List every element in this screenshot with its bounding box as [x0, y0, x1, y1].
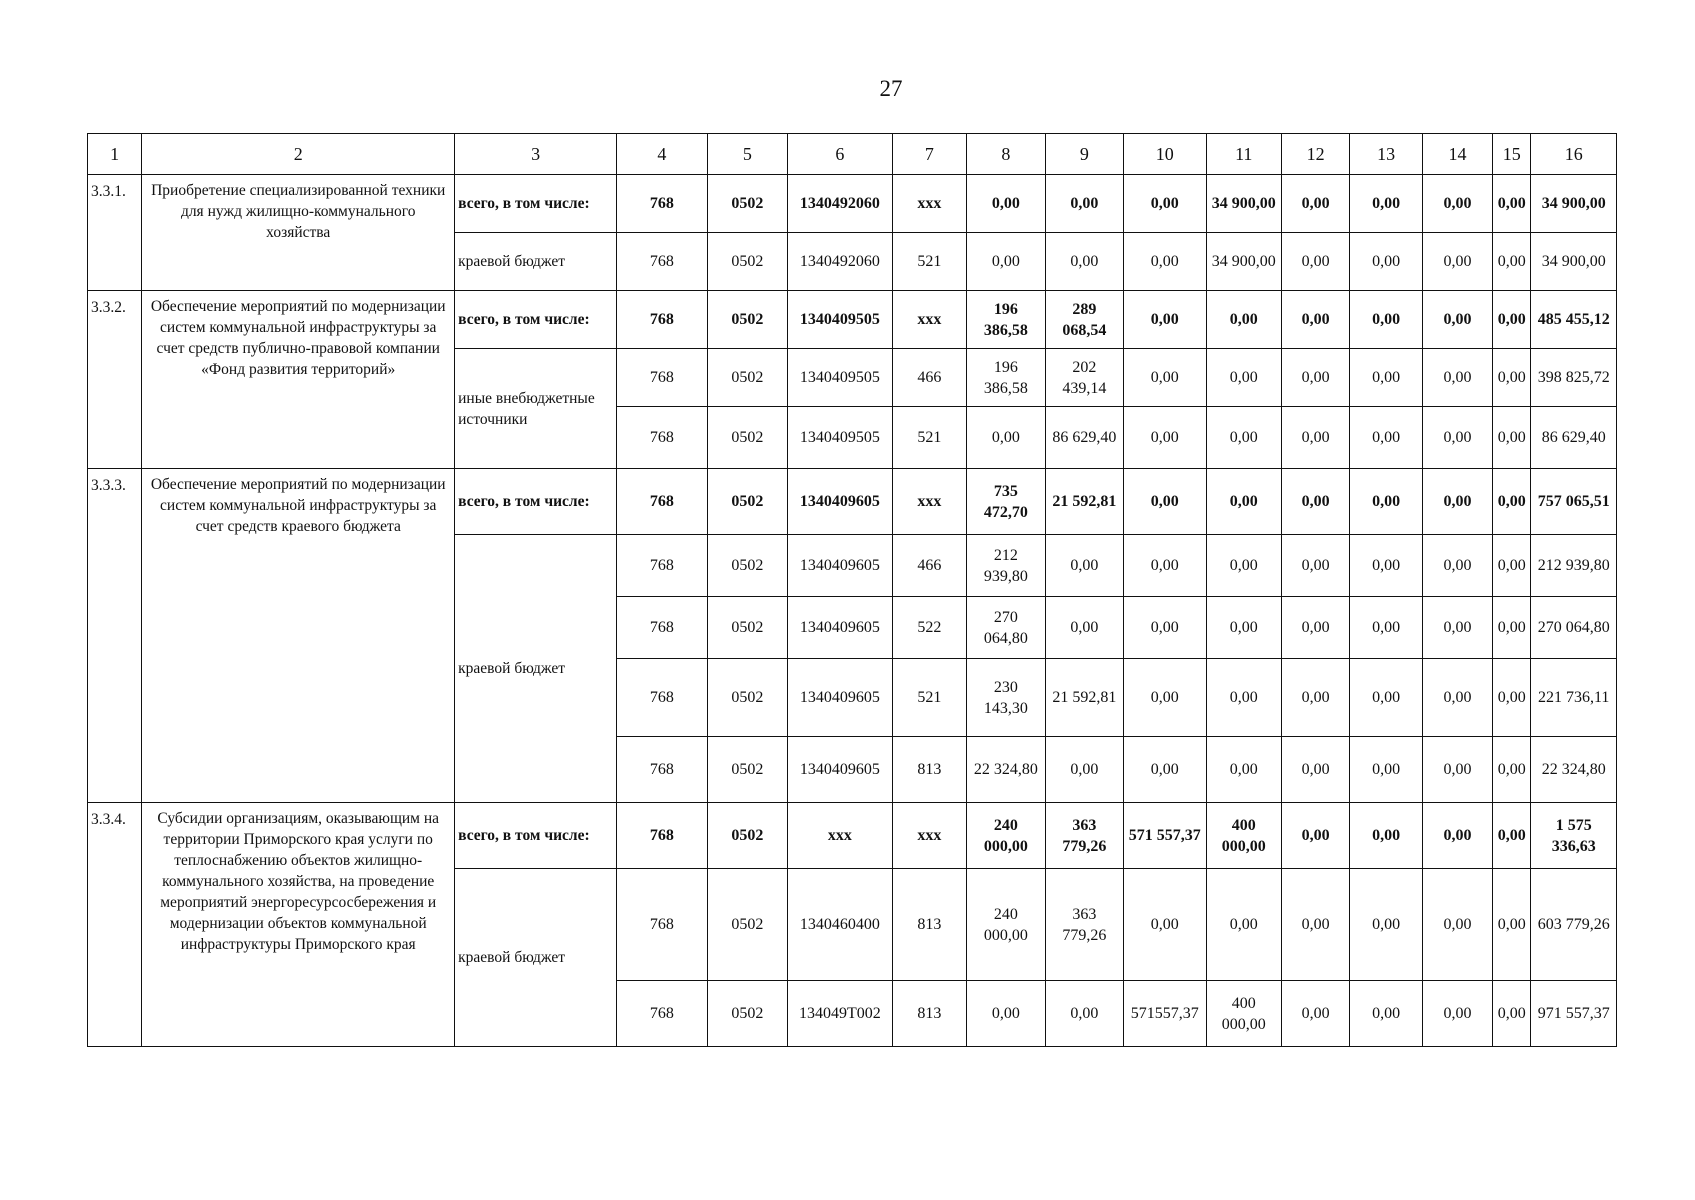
- value-cell: 0,00: [1493, 175, 1531, 233]
- funding-source: краевой бюджет: [455, 535, 617, 803]
- value-cell: 0502: [707, 737, 787, 803]
- value-cell: 0,00: [1206, 469, 1281, 535]
- value-cell: 0,00: [1281, 349, 1349, 407]
- value-cell: 1340492060: [788, 233, 893, 291]
- value-cell: 768: [617, 469, 708, 535]
- value-cell: 0502: [707, 981, 787, 1047]
- value-cell: 0,00: [1493, 349, 1531, 407]
- value-cell: 0,00: [1422, 233, 1492, 291]
- value-cell: 0,00: [1493, 469, 1531, 535]
- table-row: [88, 469, 1617, 535]
- value-cell: 0,00: [1206, 597, 1281, 659]
- value-cell: 0,00: [1281, 597, 1349, 659]
- funding-source: краевой бюджет: [455, 869, 617, 1047]
- value-cell: 0,00: [1206, 869, 1281, 981]
- value-cell: 0,00: [1281, 981, 1349, 1047]
- value-cell: 0,00: [1206, 659, 1281, 737]
- value-cell: 240 000,00: [967, 869, 1045, 981]
- value-cell: 571557,37: [1124, 981, 1206, 1047]
- value-cell: 0,00: [1281, 869, 1349, 981]
- value-cell: 0,00: [967, 233, 1045, 291]
- value-cell: 1340460400: [788, 869, 893, 981]
- value-cell: 0,00: [1124, 597, 1206, 659]
- value-cell: 0,00: [1281, 469, 1349, 535]
- value-cell: 0,00: [1493, 291, 1531, 349]
- column-header: 11: [1206, 134, 1281, 175]
- value-cell: 0,00: [1422, 869, 1492, 981]
- value-cell: 0,00: [1493, 869, 1531, 981]
- value-cell: 0,00: [1493, 737, 1531, 803]
- value-cell: 0,00: [1281, 535, 1349, 597]
- value-cell: 0,00: [1350, 291, 1422, 349]
- value-cell: 0,00: [1422, 803, 1492, 869]
- value-cell: 1340409605: [788, 659, 893, 737]
- value-cell: 521: [892, 233, 966, 291]
- value-cell: xxx: [892, 469, 966, 535]
- funding-source: всего, в том числе:: [455, 175, 617, 233]
- value-cell: 0,00: [1045, 233, 1123, 291]
- value-cell: 0,00: [1281, 803, 1349, 869]
- value-cell: 0,00: [1493, 659, 1531, 737]
- value-cell: 0,00: [1350, 233, 1422, 291]
- value-cell: 768: [617, 233, 708, 291]
- value-cell: 521: [892, 407, 966, 469]
- value-cell: 0502: [707, 175, 787, 233]
- value-cell: 768: [617, 535, 708, 597]
- value-cell: 0,00: [1350, 349, 1422, 407]
- value-cell: 0,00: [1493, 597, 1531, 659]
- value-cell: 400 000,00: [1206, 981, 1281, 1047]
- value-cell: 0,00: [1350, 597, 1422, 659]
- value-cell: 0,00: [1124, 469, 1206, 535]
- column-header-row: [88, 134, 1617, 175]
- column-header: 16: [1531, 134, 1617, 175]
- value-cell: 0,00: [1045, 535, 1123, 597]
- value-cell: 466: [892, 535, 966, 597]
- value-cell: 0,00: [1422, 291, 1492, 349]
- value-cell: 86 629,40: [1531, 407, 1617, 469]
- value-cell: 0,00: [1350, 175, 1422, 233]
- value-cell: 0,00: [1281, 233, 1349, 291]
- value-cell: 0,00: [967, 981, 1045, 1047]
- value-cell: 0,00: [1124, 291, 1206, 349]
- value-cell: 1340492060: [788, 175, 893, 233]
- value-cell: 768: [617, 175, 708, 233]
- value-cell: xxx: [892, 291, 966, 349]
- value-cell: 0,00: [967, 175, 1045, 233]
- value-cell: 202 439,14: [1045, 349, 1123, 407]
- value-cell: 0,00: [1422, 469, 1492, 535]
- value-cell: 757 065,51: [1531, 469, 1617, 535]
- value-cell: 0,00: [1350, 981, 1422, 1047]
- value-cell: 0,00: [1206, 349, 1281, 407]
- value-cell: 0,00: [1281, 291, 1349, 349]
- value-cell: 134049T002: [788, 981, 893, 1047]
- value-cell: 0,00: [967, 407, 1045, 469]
- value-cell: 0,00: [1124, 535, 1206, 597]
- funding-source: краевой бюджет: [455, 233, 617, 291]
- value-cell: 1340409505: [788, 407, 893, 469]
- column-header: 13: [1350, 134, 1422, 175]
- value-cell: 34 900,00: [1531, 175, 1617, 233]
- value-cell: 485 455,12: [1531, 291, 1617, 349]
- section-code: 3.3.3.: [88, 469, 142, 803]
- value-cell: 0,00: [1281, 175, 1349, 233]
- value-cell: 0502: [707, 349, 787, 407]
- section-name: Обеспечение мероприятий по модернизации систем коммунальной инфраструктуры за счет средств публично-правовой компании «Фонд развития территорий»: [142, 291, 455, 469]
- value-cell: 0,00: [1493, 233, 1531, 291]
- value-cell: 971 557,37: [1531, 981, 1617, 1047]
- value-cell: 0502: [707, 469, 787, 535]
- value-cell: 522: [892, 597, 966, 659]
- value-cell: 0,00: [1045, 737, 1123, 803]
- value-cell: 768: [617, 869, 708, 981]
- value-cell: 0,00: [1422, 349, 1492, 407]
- value-cell: 196 386,58: [967, 349, 1045, 407]
- value-cell: 0,00: [1045, 981, 1123, 1047]
- value-cell: 0,00: [1350, 407, 1422, 469]
- value-cell: 0,00: [1124, 869, 1206, 981]
- value-cell: 0,00: [1350, 737, 1422, 803]
- value-cell: 0,00: [1422, 659, 1492, 737]
- value-cell: 0,00: [1493, 803, 1531, 869]
- value-cell: 34 900,00: [1206, 175, 1281, 233]
- value-cell: 813: [892, 981, 966, 1047]
- value-cell: 22 324,80: [967, 737, 1045, 803]
- funding-source: всего, в том числе:: [455, 803, 617, 869]
- value-cell: 0,00: [1350, 803, 1422, 869]
- value-cell: 0,00: [1281, 407, 1349, 469]
- section-code: 3.3.4.: [88, 803, 142, 1047]
- value-cell: 735 472,70: [967, 469, 1045, 535]
- table-row: [88, 175, 1617, 233]
- value-cell: 1 575 336,63: [1531, 803, 1617, 869]
- value-cell: 768: [617, 407, 708, 469]
- value-cell: 0502: [707, 233, 787, 291]
- value-cell: 363 779,26: [1045, 803, 1123, 869]
- value-cell: 813: [892, 737, 966, 803]
- value-cell: 1340409605: [788, 469, 893, 535]
- value-cell: 0,00: [1493, 407, 1531, 469]
- value-cell: 289 068,54: [1045, 291, 1123, 349]
- funding-source: иные внебюджетные источники: [455, 349, 617, 469]
- value-cell: 0,00: [1124, 737, 1206, 803]
- value-cell: 603 779,26: [1531, 869, 1617, 981]
- value-cell: 0502: [707, 291, 787, 349]
- value-cell: 34 900,00: [1531, 233, 1617, 291]
- column-header: 15: [1493, 134, 1531, 175]
- column-header: 8: [967, 134, 1045, 175]
- column-header: 10: [1124, 134, 1206, 175]
- value-cell: 1340409605: [788, 737, 893, 803]
- value-cell: 571 557,37: [1124, 803, 1206, 869]
- funding-source: всего, в том числе:: [455, 469, 617, 535]
- value-cell: 0,00: [1422, 981, 1492, 1047]
- column-header: 14: [1422, 134, 1492, 175]
- value-cell: 1340409605: [788, 535, 893, 597]
- value-cell: 0,00: [1124, 659, 1206, 737]
- value-cell: 0,00: [1350, 869, 1422, 981]
- value-cell: 0,00: [1124, 407, 1206, 469]
- table-row: [88, 803, 1617, 869]
- value-cell: 0,00: [1422, 737, 1492, 803]
- table-row: [88, 291, 1617, 349]
- value-cell: 21 592,81: [1045, 659, 1123, 737]
- value-cell: 1340409505: [788, 349, 893, 407]
- column-header: 12: [1281, 134, 1349, 175]
- value-cell: 768: [617, 291, 708, 349]
- value-cell: 0,00: [1493, 535, 1531, 597]
- value-cell: 0,00: [1206, 291, 1281, 349]
- value-cell: 240 000,00: [967, 803, 1045, 869]
- section-code: 3.3.1.: [88, 175, 142, 291]
- value-cell: 0,00: [1124, 349, 1206, 407]
- value-cell: 0,00: [1206, 737, 1281, 803]
- value-cell: 768: [617, 659, 708, 737]
- value-cell: 0,00: [1124, 175, 1206, 233]
- budget-table: [87, 133, 1617, 1047]
- column-header: 7: [892, 134, 966, 175]
- value-cell: 22 324,80: [1531, 737, 1617, 803]
- value-cell: 0,00: [1206, 535, 1281, 597]
- value-cell: 813: [892, 869, 966, 981]
- value-cell: 0,00: [1422, 407, 1492, 469]
- value-cell: 0,00: [1281, 737, 1349, 803]
- value-cell: 768: [617, 349, 708, 407]
- value-cell: 86 629,40: [1045, 407, 1123, 469]
- value-cell: 0,00: [1422, 175, 1492, 233]
- value-cell: 0,00: [1206, 407, 1281, 469]
- value-cell: 270 064,80: [967, 597, 1045, 659]
- value-cell: 0,00: [1045, 597, 1123, 659]
- section-code: 3.3.2.: [88, 291, 142, 469]
- value-cell: 0502: [707, 869, 787, 981]
- value-cell: 0502: [707, 535, 787, 597]
- value-cell: xxx: [892, 175, 966, 233]
- value-cell: xxx: [892, 803, 966, 869]
- value-cell: 398 825,72: [1531, 349, 1617, 407]
- value-cell: 270 064,80: [1531, 597, 1617, 659]
- value-cell: 1340409605: [788, 597, 893, 659]
- value-cell: 0,00: [1350, 535, 1422, 597]
- value-cell: 768: [617, 737, 708, 803]
- value-cell: 212 939,80: [967, 535, 1045, 597]
- value-cell: 0,00: [1281, 659, 1349, 737]
- value-cell: 400 000,00: [1206, 803, 1281, 869]
- value-cell: 0,00: [1493, 981, 1531, 1047]
- value-cell: 0,00: [1422, 597, 1492, 659]
- value-cell: 0502: [707, 597, 787, 659]
- section-name: Приобретение специализированной техники для нужд жилищно-коммунального хозяйства: [142, 175, 455, 291]
- column-header: 2: [142, 134, 455, 175]
- value-cell: 768: [617, 981, 708, 1047]
- value-cell: 521: [892, 659, 966, 737]
- column-header: 3: [455, 134, 617, 175]
- value-cell: 466: [892, 349, 966, 407]
- value-cell: 363 779,26: [1045, 869, 1123, 981]
- value-cell: 0,00: [1124, 233, 1206, 291]
- value-cell: 0,00: [1350, 659, 1422, 737]
- value-cell: 1340409505: [788, 291, 893, 349]
- section-name: Субсидии организациям, оказывающим на территории Приморского края услуги по теплоснабжению объектов жилищно-коммунального хозяйства, на проведение мероприятий энергоресурсосбережения и модернизации объектов коммунальной инфраструктуры Приморского края: [142, 803, 455, 1047]
- value-cell: 768: [617, 597, 708, 659]
- column-header: 4: [617, 134, 708, 175]
- section-name: Обеспечение мероприятий по модернизации систем коммунальной инфраструктуры за счет средств краевого бюджета: [142, 469, 455, 803]
- value-cell: 221 736,11: [1531, 659, 1617, 737]
- value-cell: 0502: [707, 659, 787, 737]
- column-header: 5: [707, 134, 787, 175]
- value-cell: 0502: [707, 803, 787, 869]
- value-cell: 0,00: [1045, 175, 1123, 233]
- column-header: 9: [1045, 134, 1123, 175]
- column-header: 6: [788, 134, 893, 175]
- value-cell: xxx: [788, 803, 893, 869]
- value-cell: 34 900,00: [1206, 233, 1281, 291]
- value-cell: 21 592,81: [1045, 469, 1123, 535]
- value-cell: 0,00: [1350, 469, 1422, 535]
- column-header: 1: [88, 134, 142, 175]
- value-cell: 196 386,58: [967, 291, 1045, 349]
- value-cell: 230 143,30: [967, 659, 1045, 737]
- value-cell: 0,00: [1422, 535, 1492, 597]
- value-cell: 212 939,80: [1531, 535, 1617, 597]
- value-cell: 0502: [707, 407, 787, 469]
- page-number: 27: [879, 76, 903, 101]
- funding-source: всего, в том числе:: [455, 291, 617, 349]
- value-cell: 768: [617, 803, 708, 869]
